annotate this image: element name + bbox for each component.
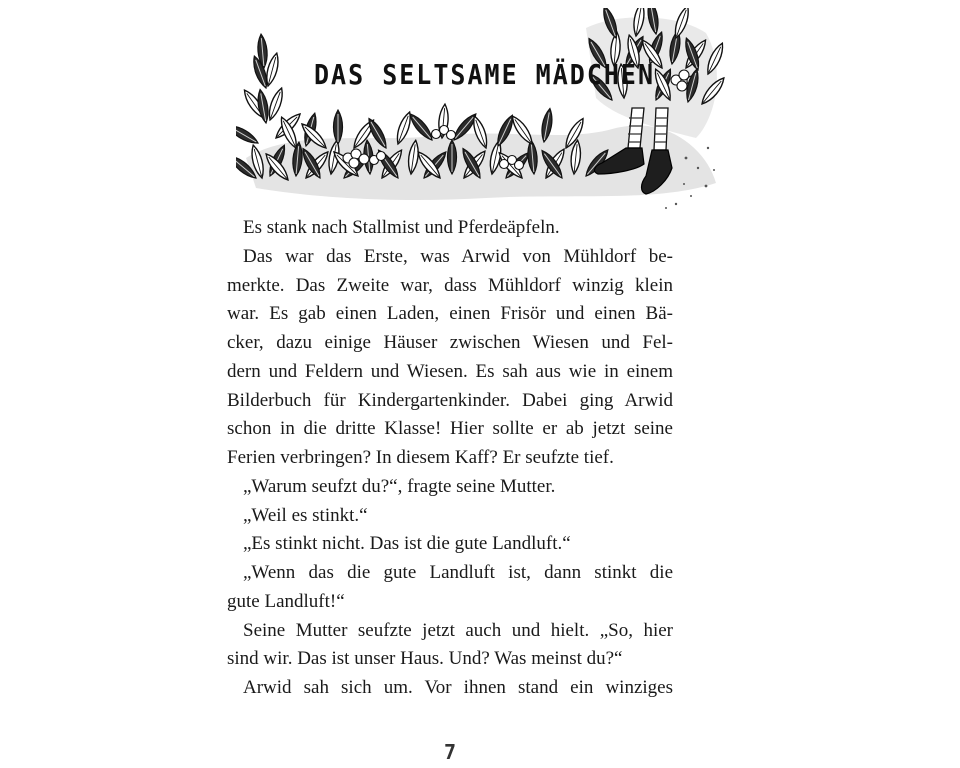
bushes-with-legs-illustration [236, 8, 736, 218]
text-line: „Wenn das die gute Landluft ist, dann stinkt die [243, 562, 673, 583]
text-line: Es stank nach Stallmist und Pferdeäpfeln. [243, 217, 560, 238]
text-line: Das war das Erste, was Arwid von Mühldorf be- [243, 245, 673, 267]
text-line: sind wir. Das ist unser Haus. Und? Was meinst du?“ [227, 648, 623, 670]
chapter-title: DAS SELTSAME MÄDCHEN [314, 58, 656, 91]
text-line: Ferien verbringen? In diesem Kaff? Er seufzte tief. [227, 447, 614, 468]
page-number: 7 [443, 740, 457, 764]
text-line: Seine Mutter seufzte jetzt auch und hielt. „So, hier [243, 619, 673, 641]
text-line: „Weil es stinkt.“ [243, 504, 368, 526]
text-line: „Warum seufzt du?“, fragte seine Mutter. [243, 475, 556, 497]
body-text [227, 214, 673, 703]
text-line: schon in die dritte Klasse! Hier sollte er ab jetzt seine [227, 418, 673, 440]
text-line: war. Es gab einen Laden, einen Frisör und einen Bä- [227, 303, 673, 325]
text-line: merkte. Das Zweite war, dass Mühldorf winzig klein [227, 274, 673, 296]
text-line: Bilderbuch für Kindergartenkinder. Dabei ging Arwid [227, 389, 673, 411]
text-line: cker, dazu einige Häuser zwischen Wiesen und Fel- [227, 332, 673, 353]
text-line: gute Landluft!“ [227, 590, 345, 612]
text-line: Arwid sah sich um. Vor ihnen stand ein winziges [243, 677, 673, 698]
text-line: dern und Feldern und Wiesen. Es sah aus wie in einem [227, 360, 673, 382]
text-line: „Es stinkt nicht. Das ist die gute Landluft.“ [243, 533, 571, 555]
